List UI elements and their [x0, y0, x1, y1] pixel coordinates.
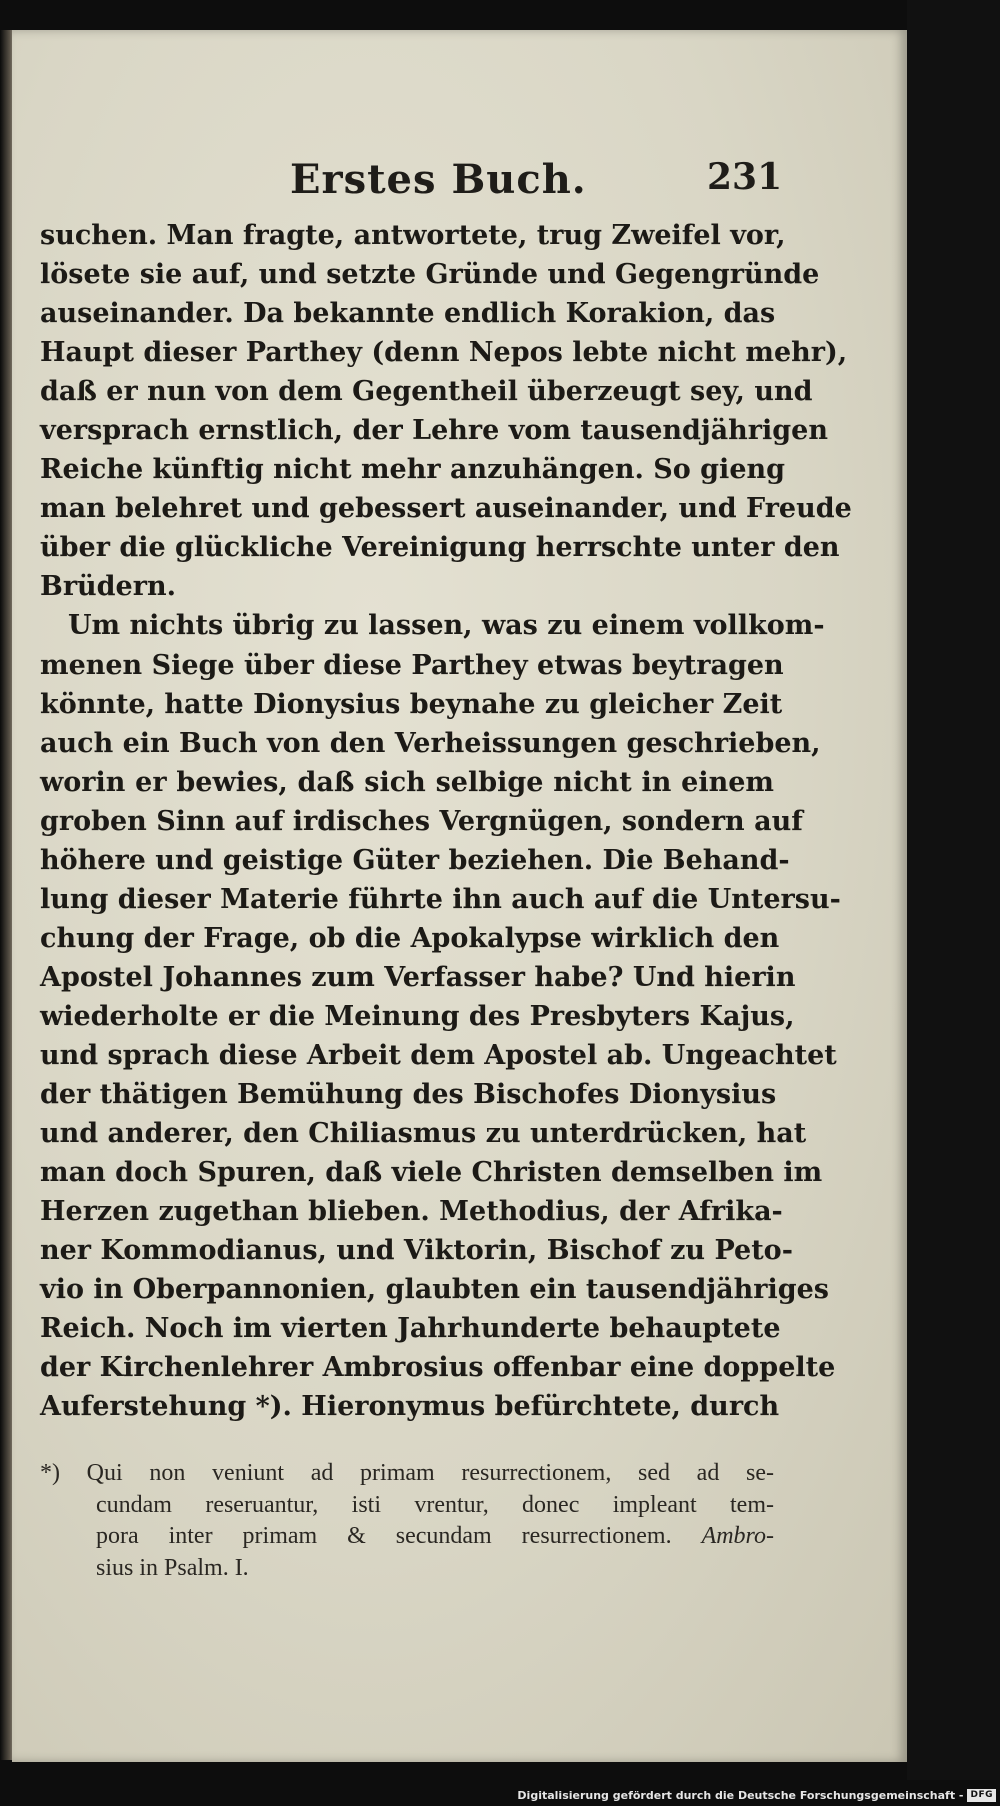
- text-line: Um nichts übrig zu lassen, was zu einem vollkom-: [68, 610, 825, 642]
- text-line: Auferstehung *). Hieronymus befürchtete, durch: [40, 1391, 780, 1423]
- page-header: [42, 138, 782, 208]
- text-line: groben Sinn auf irdisches Vergnügen, sondern auf: [40, 805, 803, 837]
- text-line: lösete sie auf, und setzte Gründe und Gegengründe: [40, 259, 820, 291]
- running-title: Erstes Buch.: [290, 156, 587, 203]
- text-line: ner Kommodianus, und Viktorin, Bischof zu Peto-: [40, 1235, 793, 1267]
- text-line: lung dieser Materie führte ihn auch auf die Untersu-: [40, 883, 841, 915]
- text-line: auch ein Buch von den Verheissungen geschrieben,: [40, 727, 821, 759]
- text-line: menen Siege über diese Parthey etwas beytragen: [40, 649, 784, 681]
- book-page: [12, 30, 907, 1762]
- text-line: wiederholte er die Meinung des Presbyters Kajus,: [40, 1000, 795, 1032]
- text-line: vio in Oberpannonien, glaubten ein tausendjähriges: [40, 1274, 829, 1306]
- text-line: worin er bewies, daß sich selbige nicht in einem: [40, 766, 774, 798]
- text-line: suchen. Man fragte, antwortete, trug Zweifel vor,: [40, 220, 786, 251]
- footnote-line: cundam reseruantur, isti vrentur, donec impleant tem-: [96, 1491, 774, 1518]
- text-line: Brüdern.: [40, 571, 176, 603]
- text-line: könnte, hatte Dionysius beynahe zu gleicher Zeit: [40, 688, 783, 720]
- text-line: chung der Frage, ob die Apokalypse wirklich den: [40, 922, 780, 954]
- scan-background: [907, 0, 1000, 1780]
- text-line: der Kirchenlehrer Ambrosius offenbar eine doppelte: [40, 1352, 836, 1384]
- footnote-line: [40, 1521, 774, 1553]
- footnote-source-line: sius in Psalm. I.: [96, 1554, 249, 1581]
- digitization-credit: [517, 1786, 996, 1804]
- dfg-logo: DFG: [967, 1789, 996, 1802]
- text-line: man doch Spuren, daß viele Christen demselben im: [40, 1157, 823, 1189]
- text-line: man belehret und gebessert auseinander, und Freude: [40, 493, 852, 525]
- footnote-source: Ambro-: [701, 1523, 774, 1549]
- text-line: höhere und geistige Güter beziehen. Die Behand-: [40, 844, 790, 876]
- page-number: 231: [707, 156, 783, 198]
- footnote-line: *) Qui non veniunt ad primam resurrectionem, sed ad se-: [40, 1460, 774, 1486]
- text-line: Reich. Noch im vierten Jahrhunderte behauptete: [40, 1313, 781, 1345]
- text-line: Apostel Johannes zum Verfasser habe? Und hierin: [40, 961, 796, 993]
- credit-text: Digitalisierung gefördert durch die Deutsche Forschungsgemeinschaft -: [517, 1788, 964, 1802]
- text-line: auseinander. Da bekannte endlich Korakion, das: [40, 298, 776, 330]
- text-line: der thätigen Bemühung des Bischofes Dionysius: [40, 1079, 777, 1111]
- text-line: Herzen zugethan blieben. Methodius, der Afrika-: [40, 1196, 783, 1228]
- text-line: und sprach diese Arbeit dem Apostel ab. Ungeachtet: [40, 1039, 837, 1071]
- footnote-text: pora inter primam & secundam resurrectionem.: [96, 1523, 672, 1549]
- footnote: [40, 1458, 774, 1584]
- text-line: versprach ernstlich, der Lehre vom tausendjährigen: [40, 415, 828, 447]
- text-line: Reiche künftig nicht mehr anzuhängen. So gieng: [40, 454, 786, 486]
- text-line: und anderer, den Chiliasmus zu unterdrücken, hat: [40, 1118, 807, 1150]
- body-text: [40, 216, 852, 1426]
- text-line: Haupt dieser Parthey (denn Nepos lebte nicht mehr),: [40, 337, 848, 369]
- text-line: über die glückliche Vereinigung herrschte unter den: [40, 532, 840, 564]
- text-line: daß er nun von dem Gegentheil überzeugt sey, und: [40, 376, 813, 408]
